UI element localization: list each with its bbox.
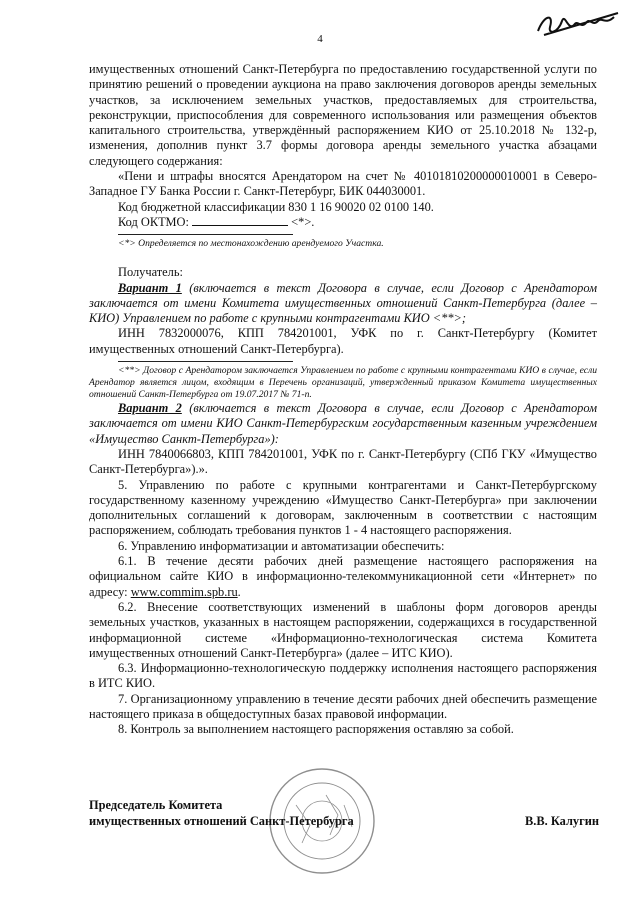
paragraph-recipient: Получатель: [118, 265, 183, 280]
paragraph-variant-2-inn: ИНН 7840066803, КПП 784201001, УФК по г. Санкт-Петербургу (СПб ГКУ «Имущество Санкт-Петербурга»).». [89, 446, 597, 477]
paragraph-8: 8. Контроль за выполнением настоящего распоряжения оставляю за собой. [118, 722, 514, 737]
variant-2-label: Вариант 2 [118, 401, 182, 416]
variant-2-text: (включается в текст Договора в случае, если Договор с Арендатором заключается от имени КИО Санкт-Петербургским государственным казенным учреждением «Имущество Санкт-Петербурга»): [89, 401, 597, 446]
paragraph-6-1-end: . [237, 584, 241, 599]
variant-1-text: (включается в текст Договора в случае, если Договор с Арендатором заключается от имени Комитета имущественных отношений Санкт-Петербурга (далее – КИО) Управлением по работе с крупными контрагентами КИО <**>; [89, 280, 597, 326]
spacer [89, 250, 597, 265]
footnote-divider [118, 361, 293, 362]
signer-name: В.В. Калугин [525, 814, 599, 828]
footnote-1: <*> Определяется по местонахождению арендуемого Участка. [118, 238, 384, 250]
footnote-2: <**> Договор с Арендатором заключается Управлением по работе с крупными контрагентами КИО в случае, если Арендатор является лицом, входящим в Перечень организаций, утвержденный приказом Комитета имущественных отношений Санкт-Петербурга от 19.07.2017 № 71-п. [89, 365, 597, 401]
paragraph-penalties: «Пени и штрафы вносятся Арендатором на счет № 40101810200000010001 в Северо-Западное ГУ Банка России г. Санкт-Петербург, БИК 044030001. [89, 169, 597, 199]
oktmo-blank-line [192, 215, 288, 226]
website-link[interactable]: www.commim.spb.ru [130, 584, 238, 599]
page-number: 4 [317, 33, 323, 45]
paragraph-6-2: 6.2. Внесение соответствующих изменений в шаблоны форм договоров аренды земельных участков, указанных в настоящем распоряжении, содержащихся в государственной информационной системе «Информационно-технологическая система Комитета имущественных отношений Санкт-Петербурга» (далее – ИТС КИО). [89, 599, 597, 660]
paragraph-variant-2 [89, 401, 597, 447]
paragraph-variant-1-inn: ИНН 7832000076, КПП 784201001, УФК по г. Санкт-Петербургу (Комитет имущественных отношений Санкт-Петербурга). [89, 326, 597, 356]
paragraph-oktmo [89, 215, 597, 230]
signature-block [89, 797, 599, 829]
signature-title-line-2: имущественных отношений Санкт-Петербурга [89, 814, 354, 828]
paragraph-intro: имущественных отношений Санкт-Петербурга по предоставлению государственной услуги по принятию решений о проведении аукциона на право заключения договоров аренды земельных участков, за исключением земельных участков, предоставляемых для строительства, реконструкции, приспособления для современного использования или размещения объектов капитального строительства, утверждённый распоряжением КИО от 25.10.2018 № 132-р, изменения, дополнив пункт 3.7 формы договора аренды земельного участка абзацами следующего содержания: [89, 62, 597, 168]
paragraph-6-3: 6.3. Информационно-технологическую поддержку исполнения настоящего распоряжения в ИТС КИО. [89, 661, 597, 691]
oktmo-footnote-ref: <*>. [291, 214, 315, 229]
paragraph-5: 5. Управлению по работе с крупными контрагентами и Санкт-Петербургскому государственному казенному учреждению «Имущество Санкт-Петербурга» при заключении дополнительных соглашений к договорам, заключенным в соответствии с настоящим распоряжением, соблюдать требования пунктов 1 - 4 настоящего распоряжения. [89, 477, 597, 538]
paragraph-budget-code: Код бюджетной классификации 830 1 16 90020 02 0100 140. [118, 199, 434, 214]
paragraph-7: 7. Организационному управлению в течение десяти рабочих дней обеспечить размещение настоящего приказа в общедоступных базах правовой информации. [89, 691, 597, 721]
variant-1-label: Вариант 1 [118, 280, 182, 295]
signature-title-line-1: Председатель Комитета [89, 798, 223, 812]
paragraph-variant-1 [89, 281, 597, 327]
paragraph-6-1-text: 6.1. В течение десяти рабочих дней размещение настоящего распоряжения на официальном сайте КИО в информационно-телекоммуникационной сети «Интернет» по адресу: [89, 554, 597, 599]
paragraph-6-1 [89, 554, 597, 600]
footnote-divider [118, 234, 293, 235]
paragraph-6: 6. Управлению информатизации и автоматизации обеспечить: [118, 538, 445, 553]
oktmo-label: Код ОКТМО: [118, 214, 189, 229]
document-body [89, 62, 597, 738]
